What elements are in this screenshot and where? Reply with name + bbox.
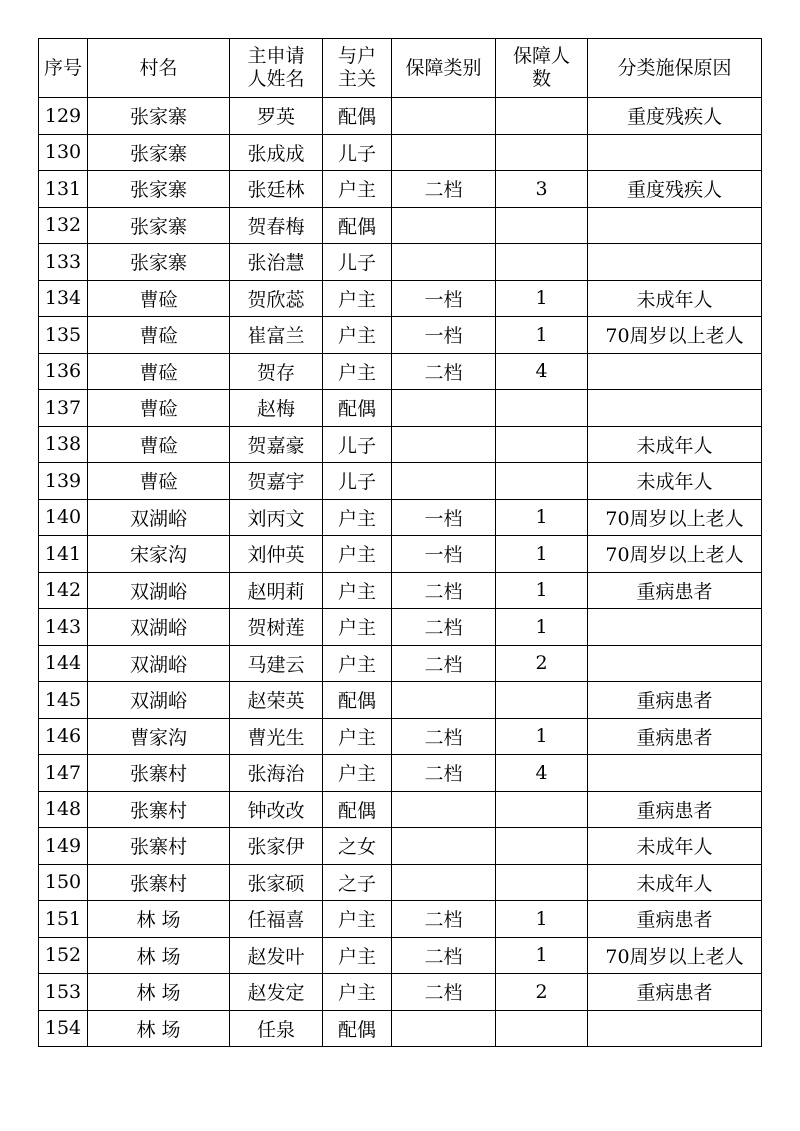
cell-serial: 133 [39,244,88,281]
cell-applicant: 任福喜 [230,901,323,938]
cell-applicant: 赵梅 [230,390,323,427]
cell-relation: 户主 [323,536,392,573]
cell-count [496,98,588,135]
cell-reason [588,609,762,646]
cell-category: 二档 [392,572,496,609]
cell-serial: 136 [39,353,88,390]
cell-category: 二档 [392,974,496,1011]
cell-serial: 153 [39,974,88,1011]
cell-reason [588,207,762,244]
cell-count: 4 [496,755,588,792]
cell-applicant: 张廷林 [230,171,323,208]
cell-category: 一档 [392,536,496,573]
cell-village: 双湖峪 [88,682,230,719]
table-row [39,755,762,792]
cell-reason: 70周岁以上老人 [588,536,762,573]
cell-reason: 重病患者 [588,682,762,719]
cell-village: 张寨村 [88,864,230,901]
cell-reason [588,1010,762,1047]
cell-count [496,1010,588,1047]
cell-relation: 配偶 [323,1010,392,1047]
cell-category [392,244,496,281]
cell-relation: 之子 [323,864,392,901]
cell-serial: 154 [39,1010,88,1047]
cell-relation: 户主 [323,755,392,792]
cell-reason: 70周岁以上老人 [588,499,762,536]
cell-relation: 之女 [323,828,392,865]
cell-relation: 户主 [323,353,392,390]
cell-count: 1 [496,572,588,609]
cell-serial: 146 [39,718,88,755]
cell-relation: 儿子 [323,244,392,281]
header-reason: 分类施保原因 [588,39,762,98]
cell-category [392,1010,496,1047]
header-row [39,39,762,98]
cell-reason: 未成年人 [588,463,762,500]
table-row [39,463,762,500]
table-row [39,207,762,244]
cell-applicant: 赵荣英 [230,682,323,719]
cell-applicant: 贺树莲 [230,609,323,646]
cell-village: 张家寨 [88,207,230,244]
cell-category: 二档 [392,645,496,682]
cell-village: 张家寨 [88,244,230,281]
cell-count: 1 [496,499,588,536]
cell-serial: 145 [39,682,88,719]
cell-reason: 重度残疾人 [588,98,762,135]
cell-reason [588,353,762,390]
cell-village: 张寨村 [88,755,230,792]
cell-village: 曹硷 [88,390,230,427]
cell-reason: 重度残疾人 [588,171,762,208]
cell-relation: 户主 [323,974,392,1011]
cell-applicant: 罗英 [230,98,323,135]
cell-village: 林 场 [88,901,230,938]
table-row [39,499,762,536]
cell-relation: 户主 [323,572,392,609]
cell-serial: 130 [39,134,88,171]
cell-relation: 户主 [323,499,392,536]
cell-count: 1 [496,937,588,974]
cell-category [392,791,496,828]
cell-village: 曹硷 [88,426,230,463]
cell-count [496,426,588,463]
cell-count [496,791,588,828]
cell-applicant: 张家硕 [230,864,323,901]
cell-village: 林 场 [88,937,230,974]
table-row [39,864,762,901]
header-serial: 序号 [39,39,88,98]
cell-applicant: 刘丙文 [230,499,323,536]
cell-serial: 135 [39,317,88,354]
table-row [39,353,762,390]
cell-applicant: 张海治 [230,755,323,792]
cell-category: 二档 [392,171,496,208]
cell-reason: 70周岁以上老人 [588,317,762,354]
cell-village: 张家寨 [88,98,230,135]
cell-category [392,463,496,500]
cell-category [392,828,496,865]
cell-category: 二档 [392,609,496,646]
cell-applicant: 赵发定 [230,974,323,1011]
cell-village: 曹硷 [88,463,230,500]
cell-category: 一档 [392,499,496,536]
cell-serial: 131 [39,171,88,208]
cell-village: 张家寨 [88,134,230,171]
cell-reason: 未成年人 [588,828,762,865]
table-row [39,609,762,646]
cell-reason: 未成年人 [588,864,762,901]
header-applicant: 主申请人姓名 [230,39,323,98]
cell-serial: 151 [39,901,88,938]
table-row [39,426,762,463]
cell-relation: 户主 [323,171,392,208]
cell-applicant: 张治慧 [230,244,323,281]
cell-count [496,828,588,865]
table-row [39,572,762,609]
cell-applicant: 贺存 [230,353,323,390]
relief-table [38,38,762,1047]
cell-applicant: 张家伊 [230,828,323,865]
cell-applicant: 贺嘉豪 [230,426,323,463]
cell-category: 二档 [392,718,496,755]
cell-reason [588,244,762,281]
cell-count [496,390,588,427]
cell-serial: 132 [39,207,88,244]
cell-village: 宋家沟 [88,536,230,573]
cell-serial: 144 [39,645,88,682]
cell-category [392,426,496,463]
cell-serial: 138 [39,426,88,463]
table-row [39,280,762,317]
cell-count: 1 [496,609,588,646]
cell-category: 一档 [392,317,496,354]
cell-serial: 141 [39,536,88,573]
cell-reason: 重病患者 [588,572,762,609]
cell-count: 4 [496,353,588,390]
table-row [39,98,762,135]
cell-category [392,134,496,171]
table-row [39,134,762,171]
cell-serial: 137 [39,390,88,427]
cell-applicant: 贺欣蕊 [230,280,323,317]
cell-village: 曹硷 [88,353,230,390]
cell-category: 一档 [392,280,496,317]
cell-count: 1 [496,280,588,317]
cell-relation: 配偶 [323,682,392,719]
table-row [39,536,762,573]
table-row [39,645,762,682]
cell-reason: 70周岁以上老人 [588,937,762,974]
cell-count: 1 [496,718,588,755]
cell-count [496,682,588,719]
cell-count [496,463,588,500]
cell-reason [588,390,762,427]
cell-applicant: 马建云 [230,645,323,682]
cell-category [392,390,496,427]
cell-serial: 134 [39,280,88,317]
cell-count: 2 [496,974,588,1011]
cell-village: 林 场 [88,1010,230,1047]
cell-serial: 148 [39,791,88,828]
cell-serial: 129 [39,98,88,135]
cell-applicant: 贺春梅 [230,207,323,244]
table-row [39,828,762,865]
cell-reason: 重病患者 [588,901,762,938]
cell-serial: 149 [39,828,88,865]
cell-relation: 户主 [323,645,392,682]
cell-count [496,207,588,244]
cell-village: 双湖峪 [88,572,230,609]
cell-applicant: 任泉 [230,1010,323,1047]
cell-village: 曹家沟 [88,718,230,755]
cell-village: 曹硷 [88,280,230,317]
cell-relation: 户主 [323,317,392,354]
cell-relation: 儿子 [323,134,392,171]
cell-applicant: 张成成 [230,134,323,171]
cell-reason [588,755,762,792]
cell-serial: 142 [39,572,88,609]
cell-category: 二档 [392,755,496,792]
header-count: 保障人数 [496,39,588,98]
cell-category [392,682,496,719]
cell-category: 二档 [392,353,496,390]
cell-count [496,134,588,171]
cell-category [392,207,496,244]
cell-applicant: 贺嘉宇 [230,463,323,500]
cell-count: 1 [496,317,588,354]
table-row [39,718,762,755]
header-relation: 与户主关 [323,39,392,98]
cell-relation: 户主 [323,280,392,317]
cell-category: 二档 [392,937,496,974]
table-row [39,171,762,208]
cell-count: 1 [496,901,588,938]
table-row [39,390,762,427]
cell-serial: 143 [39,609,88,646]
cell-count: 3 [496,171,588,208]
cell-relation: 户主 [323,937,392,974]
table-row [39,791,762,828]
header-village: 村名 [88,39,230,98]
cell-relation: 儿子 [323,463,392,500]
cell-applicant: 钟改改 [230,791,323,828]
cell-count [496,864,588,901]
cell-relation: 配偶 [323,98,392,135]
cell-serial: 139 [39,463,88,500]
cell-relation: 户主 [323,718,392,755]
cell-count [496,244,588,281]
cell-relation: 儿子 [323,426,392,463]
table-row [39,682,762,719]
cell-relation: 配偶 [323,207,392,244]
cell-relation: 户主 [323,609,392,646]
cell-relation: 配偶 [323,390,392,427]
cell-applicant: 刘仲英 [230,536,323,573]
cell-serial: 147 [39,755,88,792]
cell-applicant: 崔富兰 [230,317,323,354]
cell-reason: 未成年人 [588,426,762,463]
table-row [39,244,762,281]
cell-village: 林 场 [88,974,230,1011]
cell-village: 张寨村 [88,828,230,865]
cell-village: 张寨村 [88,791,230,828]
cell-village: 曹硷 [88,317,230,354]
cell-applicant: 曹光生 [230,718,323,755]
cell-reason: 重病患者 [588,718,762,755]
cell-reason [588,645,762,682]
cell-category [392,864,496,901]
cell-applicant: 赵明莉 [230,572,323,609]
cell-reason [588,134,762,171]
cell-serial: 152 [39,937,88,974]
table-row [39,317,762,354]
cell-count: 2 [496,645,588,682]
cell-count: 1 [496,536,588,573]
table-row [39,974,762,1011]
cell-village: 双湖峪 [88,609,230,646]
cell-applicant: 赵发叶 [230,937,323,974]
table-row [39,937,762,974]
cell-reason: 重病患者 [588,974,762,1011]
cell-reason: 重病患者 [588,791,762,828]
table-row [39,901,762,938]
cell-village: 张家寨 [88,171,230,208]
cell-relation: 配偶 [323,791,392,828]
cell-serial: 140 [39,499,88,536]
table-row [39,1010,762,1047]
cell-category: 二档 [392,901,496,938]
header-category: 保障类别 [392,39,496,98]
cell-serial: 150 [39,864,88,901]
cell-reason: 未成年人 [588,280,762,317]
cell-category [392,98,496,135]
cell-relation: 户主 [323,901,392,938]
cell-village: 双湖峪 [88,499,230,536]
cell-village: 双湖峪 [88,645,230,682]
